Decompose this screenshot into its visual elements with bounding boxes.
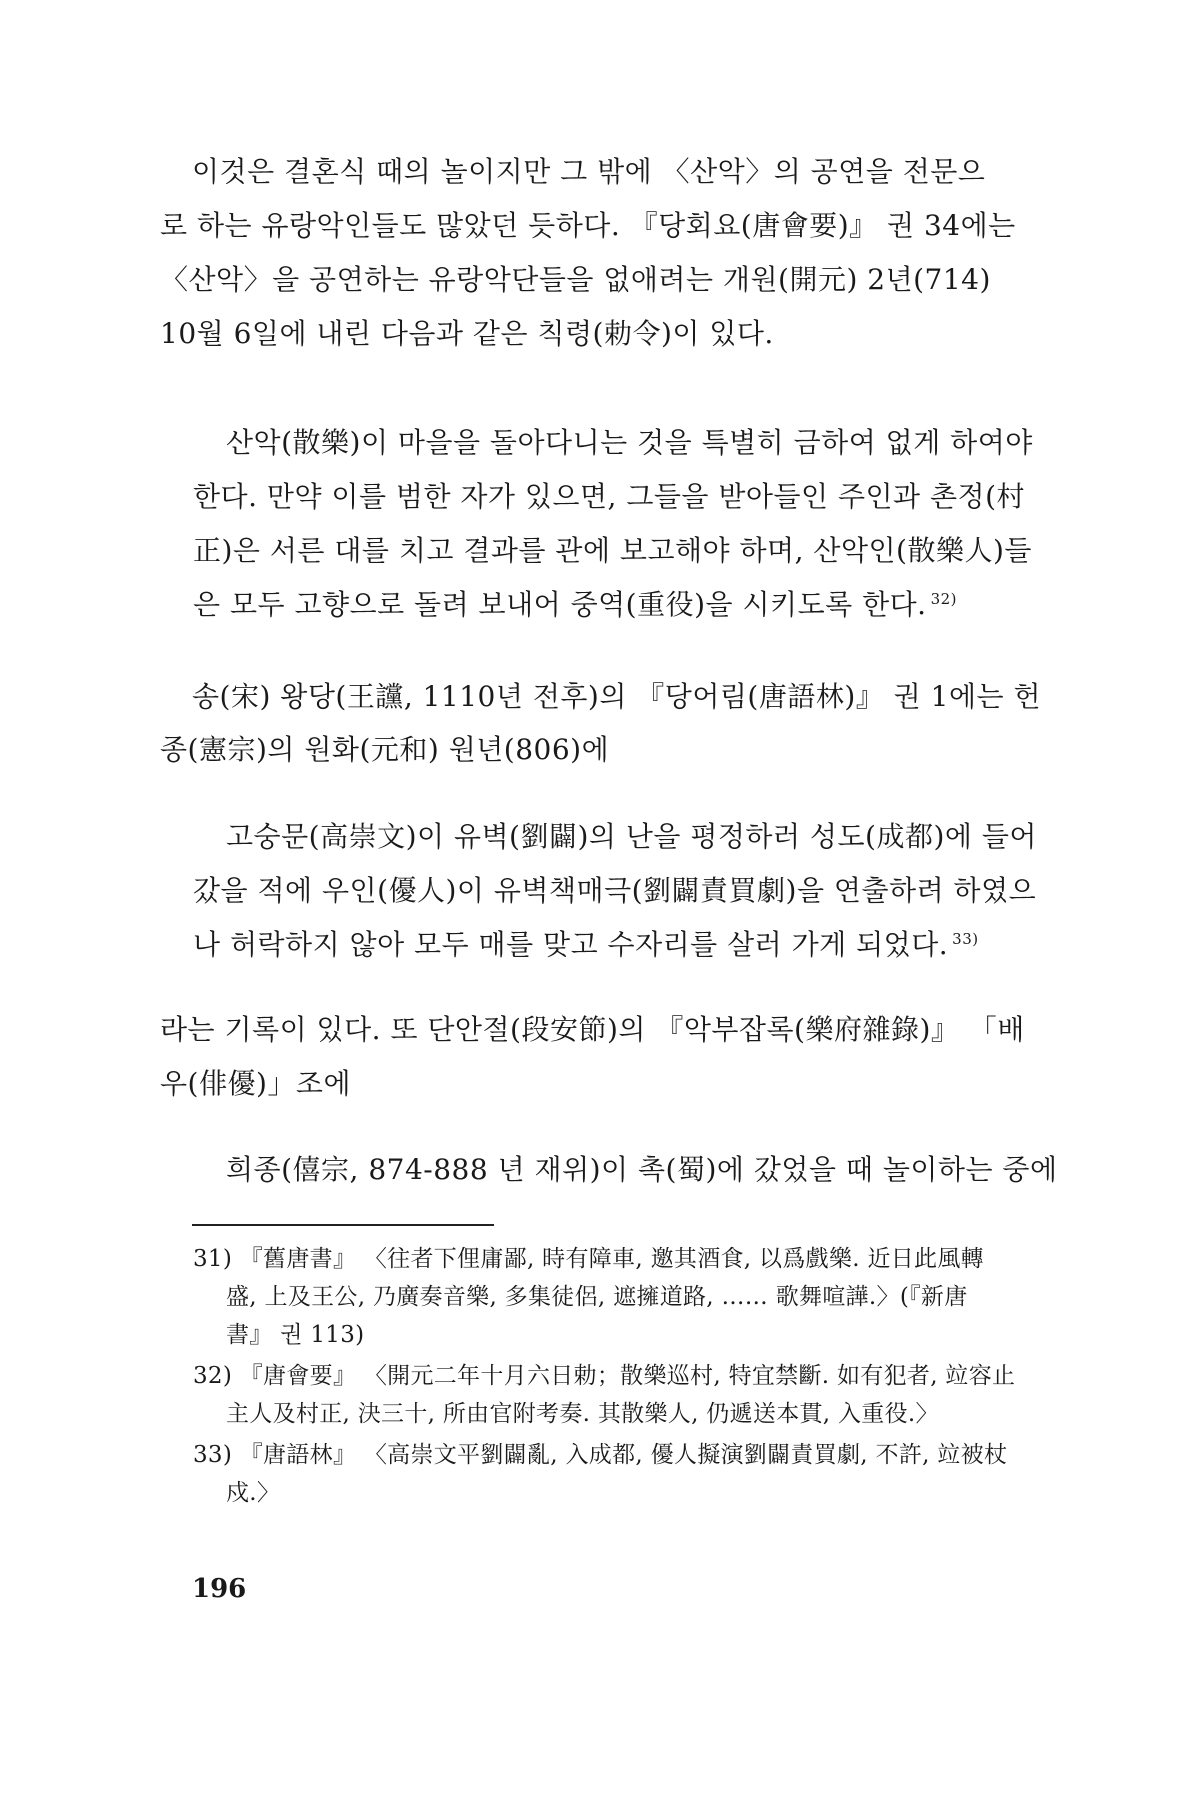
text-line: 〈산악〉을 공연하는 유랑악단들을 없애려는 개원(開元) 2년(714) xyxy=(160,263,991,296)
footnote-line: 31) 『舊唐書』 〈往者下俚庸鄙, 時有障車, 邀其酒食, 以爲戲樂. 近日此風轉 xyxy=(193,1246,984,1272)
text-line: 종(憲宗)의 원화(元和) 원년(806)에 xyxy=(160,733,610,766)
text-line: 산악(散樂)이 마을을 돌아다니는 것을 특별히 금하여 없게 하여야 xyxy=(226,426,1033,459)
text-line xyxy=(193,925,979,965)
text-line: 희종(僖宗, 874-888 년 재위)이 촉(蜀)에 갔었을 때 놀이하는 중에 xyxy=(226,1153,1058,1186)
footnote-ref-32: 32) xyxy=(930,589,958,608)
line-text: 은 모두 고향으로 돌려 보내어 중역(重役)을 시키도록 한다. xyxy=(193,588,927,621)
text-line: 로 하는 유랑악인들도 많았던 듯하다. 『당회요(唐會要)』 권 34에는 xyxy=(160,209,1016,242)
footnote-line: 32) 『唐會要』 〈開元二年十月六日勅；散樂巡村, 特宜禁斷. 如有犯者, 竝容止 xyxy=(193,1363,1016,1389)
text-line: 송(宋) 왕당(王讜, 1110년 전후)의 『당어림(唐語林)』 권 1에는 헌 xyxy=(192,680,1041,713)
text-line: 갔을 적에 우인(優人)이 유벽책매극(劉闢責買劇)을 연출하려 하였으 xyxy=(193,874,1037,907)
text-line: 10월 6일에 내린 다음과 같은 칙령(勅令)이 있다. xyxy=(160,317,774,350)
text-line xyxy=(193,585,957,625)
footnote-ref-33: 33) xyxy=(952,929,979,948)
footnote-divider xyxy=(192,1224,494,1226)
footnote-line: 33) 『唐語林』 〈高崇文平劉闢亂, 入成都, 優人擬演劉闢責買劇, 不許, 竝被杖 xyxy=(193,1442,1008,1468)
text-line: 라는 기록이 있다. 또 단안절(段安節)의 『악부잡록(樂府雜錄)』 「배 xyxy=(160,1013,1025,1046)
footnote-line: 主人及村正, 決三十, 所由官附考奏. 其散樂人, 仍遞送本貫, 入重役.〉 xyxy=(226,1401,939,1427)
footnote-line: 戍.〉 xyxy=(226,1480,281,1506)
page-number: 196 xyxy=(192,1574,247,1604)
line-text: 나 허락하지 않아 모두 매를 맞고 수자리를 살러 가게 되었다. xyxy=(193,928,949,961)
text-line: 고숭문(高崇文)이 유벽(劉闢)의 난을 평정하러 성도(成都)에 들어 xyxy=(226,820,1037,853)
text-line: 正)은 서른 대를 치고 결과를 관에 보고해야 하며, 산악인(散樂人)들 xyxy=(193,534,1032,567)
text-line: 이것은 결혼식 때의 놀이지만 그 밖에 〈산악〉의 공연을 전문으 xyxy=(192,155,986,188)
text-line: 한다. 만약 이를 범한 자가 있으면, 그들을 받아들인 주인과 촌정(村 xyxy=(193,480,1026,513)
footnote-line: 書』 권 113) xyxy=(226,1322,365,1348)
footnote-line: 盛, 上及王公, 乃廣奏音樂, 多集徒侶, 遮擁道路, …… 歌舞喧譁.〉(『新唐 xyxy=(226,1284,968,1310)
text-line: 우(俳優)」조에 xyxy=(160,1067,351,1100)
